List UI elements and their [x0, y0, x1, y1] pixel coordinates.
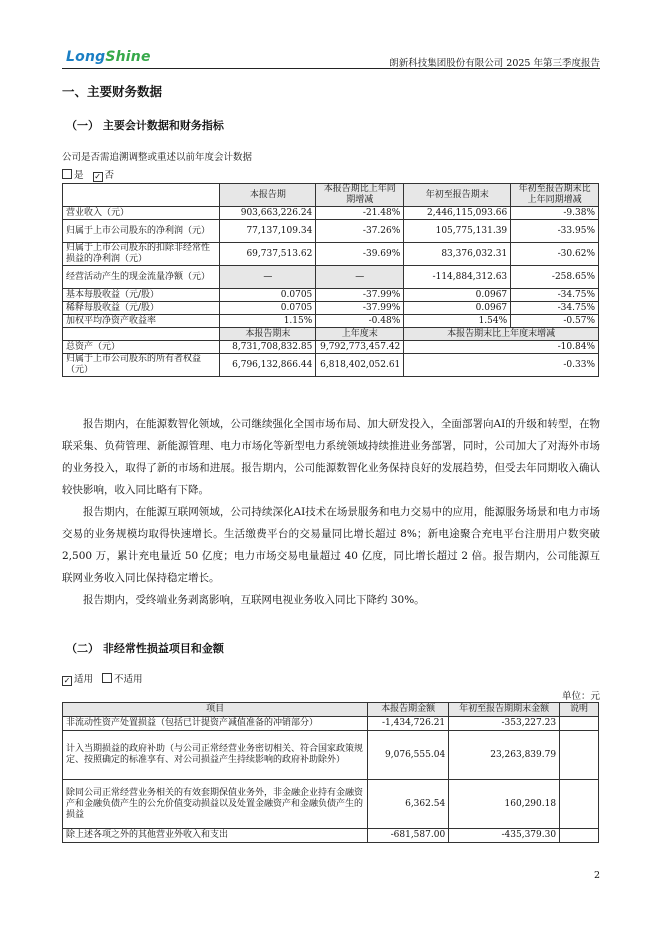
cell: -681,587.00 — [368, 829, 449, 843]
cell: 83,376,032.31 — [404, 243, 511, 266]
cell: -33.95% — [511, 220, 599, 243]
cell: 1.54% — [404, 315, 511, 328]
row-label: 除同公司正常经营业务相关的有效套期保值业务外，非金融企业持有金融资产和金融负债产生的公允价值变动损益以及处置金融资产和金融负债产生的损益 — [63, 780, 368, 829]
cell: 69,737,513.62 — [220, 243, 316, 266]
cell: -0.33% — [404, 354, 599, 377]
table-row — [63, 266, 599, 289]
cell: 1.15% — [220, 315, 316, 328]
cell: -9.38% — [511, 207, 599, 220]
option-no-label: 否 — [104, 170, 115, 181]
cell: -0.48% — [316, 315, 404, 328]
table-row — [63, 315, 599, 328]
checkbox-checked-icon: ✓ — [63, 676, 71, 685]
checkbox-empty-icon — [102, 673, 112, 683]
row-label: 归属于上市公司股东的净利润（元） — [63, 220, 220, 243]
table-row — [63, 341, 599, 354]
table-row — [63, 731, 599, 780]
cell: — — [316, 266, 404, 289]
table-row — [63, 780, 599, 829]
cell: 0.0967 — [404, 302, 511, 315]
row-label: 营业收入（元） — [63, 207, 220, 220]
subsection-title: （二） 非经常性损益项目和金额 — [66, 642, 224, 655]
row-label: 计入当期损益的政府补助（与公司正常经营业务密切相关、符合国家政策规定、按照确定的标准享有、对公司损益产生持续影响的政府补助除外） — [63, 731, 368, 780]
logo-text-shine: Shine — [105, 49, 151, 65]
restate-question: 公司是否需追溯调整或重述以前年度会计数据 — [62, 152, 253, 163]
cell: -37.99% — [316, 289, 404, 302]
header-divider — [62, 68, 600, 69]
company-logo — [66, 49, 151, 65]
table-header: 项目 — [63, 703, 368, 717]
logo-text-long: Long — [66, 49, 106, 65]
table-header: 本报告期 — [220, 184, 316, 207]
table-header: 本报告期末比上年度末增减 — [404, 328, 599, 341]
table-header: 本报告期末 — [220, 328, 316, 341]
row-label: 稀释每股收益（元/股） — [63, 302, 220, 315]
cell: -21.48% — [316, 207, 404, 220]
table-header: 年初至报告期末比上年同期增减 — [511, 184, 599, 207]
cell — [560, 780, 599, 829]
table-row — [63, 207, 599, 220]
table-header-empty — [63, 184, 220, 207]
cell: 9,076,555.04 — [368, 731, 449, 780]
table-row — [63, 717, 599, 731]
table-row — [63, 220, 599, 243]
cell: 23,263,839.79 — [449, 731, 560, 780]
row-label: 总资产（元） — [63, 341, 220, 354]
table-row — [63, 354, 599, 377]
non-recurring-items-table — [62, 702, 599, 843]
row-label: 归属于上市公司股东的所有者权益（元） — [63, 354, 220, 377]
cell: -114,884,312.63 — [404, 266, 511, 289]
cell: 0.0705 — [220, 289, 316, 302]
subsection-title: （一） 主要会计数据和财务指标 — [66, 119, 224, 132]
row-label: 基本每股收益（元/股） — [63, 289, 220, 302]
cell: 9,792,773,457.42 — [316, 341, 404, 354]
cell: 0.0705 — [220, 302, 316, 315]
table-row — [63, 302, 599, 315]
cell: 8,731,708,832.85 — [220, 341, 316, 354]
cell: -10.84% — [404, 341, 599, 354]
cell: 6,818,402,052.61 — [316, 354, 404, 377]
checkbox-empty-icon — [62, 169, 72, 179]
cell: — — [220, 266, 316, 289]
key-financial-data-table — [62, 183, 599, 377]
row-label: 非流动性资产处置损益（包括已计提资产减值准备的冲销部分） — [63, 717, 368, 731]
table-header: 本报告期金额 — [368, 703, 449, 717]
apply-options — [62, 671, 143, 686]
cell: -37.26% — [316, 220, 404, 243]
cell: 77,137,109.34 — [220, 220, 316, 243]
table-header-empty — [63, 328, 220, 341]
cell: 903,663,226.24 — [220, 207, 316, 220]
option-apply-label: 适用 — [74, 674, 94, 685]
paragraph: 报告期内，在能源互联网领域，公司持续深化AI技术在场景服务和电力交易中的应用，能源服务场景和电力市场交易的业务规模均取得快速增长。生活缴费平台的交易量同比增长超过 8%；新电途聚合充电平台注册用户数突破 2,500 万，累计充电量近 50 亿度；电力市场交易电量超过 40 亿度，同比增长超过 2 倍。报告期内，公司能源互联网业务收入同比保持稳定增长。 — [62, 506, 600, 584]
cell — [560, 829, 599, 843]
cell: -258.65% — [511, 266, 599, 289]
cell: -34.75% — [511, 302, 599, 315]
cell: 2,446,115,093.66 — [404, 207, 511, 220]
table-row — [63, 289, 599, 302]
paragraph: 报告期内，受终端业务剥离影响，互联网电视业务收入同比下降约 30%。 — [83, 594, 425, 606]
cell: 0.0967 — [404, 289, 511, 302]
option-yes-label: 是 — [74, 170, 84, 181]
cell: -39.69% — [316, 243, 404, 266]
cell — [560, 731, 599, 780]
row-label: 归属于上市公司股东的扣除非经常性损益的净利润（元） — [63, 243, 220, 266]
paragraph: 报告期内，在能源数智化领域，公司继续强化全国市场布局、加大研发投入，全面部署向AI的升级和转型，在物联采集、负荷管理、新能源管理、电力市场化等新型电力系统领域持续推进业务部署，同时，公司加大了对海外市场的业务投入，取得了新的市场和进展。报告期内，公司能源数智化业务保持良好的发展趋势，但受去年同期收入确认较快影响，收入同比略有下降。 — [62, 418, 600, 496]
cell: 6,796,132,866.44 — [220, 354, 316, 377]
table-row — [63, 243, 599, 266]
table-row — [63, 829, 599, 843]
row-label: 除上述各项之外的其他营业外收入和支出 — [63, 829, 368, 843]
option-not-apply-label: 不适用 — [114, 674, 143, 685]
cell — [560, 717, 599, 731]
row-label: 经营活动产生的现金流量净额（元） — [63, 266, 220, 289]
cell: 160,290.18 — [449, 780, 560, 829]
table-header: 年初至报告期末 — [404, 184, 511, 207]
cell: -37.99% — [316, 302, 404, 315]
section-title: 一、主要财务数据 — [62, 84, 163, 99]
cell: -1,434,726.21 — [368, 717, 449, 731]
page-number: 2 — [593, 870, 600, 881]
checkbox-checked-icon: ✓ — [94, 172, 101, 181]
report-title: 朗新科技集团股份有限公司 2025 年第三季度报告 — [389, 58, 600, 69]
row-label: 加权平均净资产收益率 — [63, 315, 220, 328]
cell: -34.75% — [511, 289, 599, 302]
cell: 105,775,131.39 — [404, 220, 511, 243]
cell: -30.62% — [511, 243, 599, 266]
cell: -353,227.23 — [449, 717, 560, 731]
cell: 6,362.54 — [368, 780, 449, 829]
table-header: 说明 — [560, 703, 599, 717]
cell: -0.57% — [511, 315, 599, 328]
table-header: 本报告期比上年同期增减 — [316, 184, 404, 207]
table-header: 上年度末 — [316, 328, 404, 341]
cell: -435,379.30 — [449, 829, 560, 843]
restate-options — [62, 167, 114, 182]
table-header: 年初至报告期期末金额 — [449, 703, 560, 717]
unit-label: 单位：元 — [561, 691, 600, 702]
